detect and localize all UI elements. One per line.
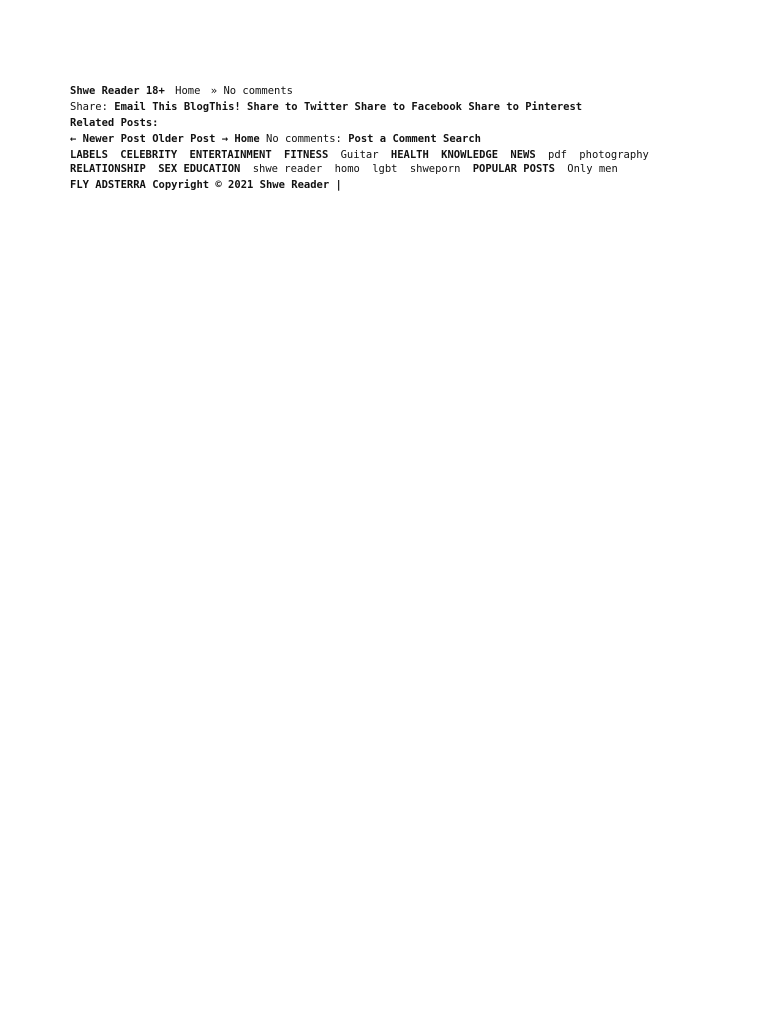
breadcrumb-separator: » [210,85,218,97]
pinterest-share-link[interactable]: Share to Pinterest [468,101,583,113]
label-link[interactable]: HEALTH [390,149,429,161]
ad-text: FLY ADSTERRA [70,179,146,191]
labels-block [70,148,698,176]
label-link[interactable]: ENTERTAINMENT [189,149,272,161]
label-link[interactable]: RELATIONSHIP [70,163,146,175]
label-link[interactable]: shweporn [409,163,461,175]
breadcrumb-home[interactable]: Home [175,85,201,97]
label-link[interactable]: Only men [567,163,618,175]
share-bar [70,100,698,114]
footer [70,178,698,192]
label-link[interactable]: lgbt [372,163,398,175]
label-link[interactable]: CELEBRITY [120,149,178,161]
label-link[interactable]: SEX EDUCATION [158,163,241,175]
older-post-link[interactable]: Older Post [152,133,216,145]
search-heading: Search [443,133,481,145]
label-link[interactable]: pdf [548,149,567,161]
popular-posts-heading: POPULAR POSTS [472,163,555,175]
breadcrumb [70,84,698,98]
blogthis-link[interactable]: BlogThis! [183,101,241,113]
home-link[interactable]: → Home [221,133,260,145]
post-pager [70,132,698,146]
twitter-share-link[interactable]: Share to Twitter [247,101,349,113]
label-link[interactable]: shwe reader [252,163,323,175]
label-link[interactable]: NEWS [510,149,536,161]
post-comment-link[interactable]: Post a Comment [348,133,437,145]
label-link[interactable]: KNOWLEDGE [441,149,499,161]
no-comments-text: No comments: [266,133,342,145]
related-heading: Related Posts: [70,117,159,129]
facebook-share-link[interactable]: Share to Facebook [354,101,462,113]
label-link[interactable]: homo [334,163,360,175]
share-intro: Share: [70,101,108,113]
related-posts [70,116,698,130]
labels-heading: LABELS [70,149,108,161]
comment-count[interactable]: No comments [223,85,293,97]
label-link[interactable]: FITNESS [284,149,329,161]
label-link[interactable]: photography [579,149,649,161]
email-share-link[interactable]: Email This [114,101,178,113]
newer-post-link[interactable]: ← Newer Post [70,133,146,145]
blog-title[interactable]: Shwe Reader 18+ [70,85,165,97]
label-link[interactable]: Guitar [340,149,379,161]
copyright-text: Copyright © 2021 Shwe Reader | [152,179,342,191]
